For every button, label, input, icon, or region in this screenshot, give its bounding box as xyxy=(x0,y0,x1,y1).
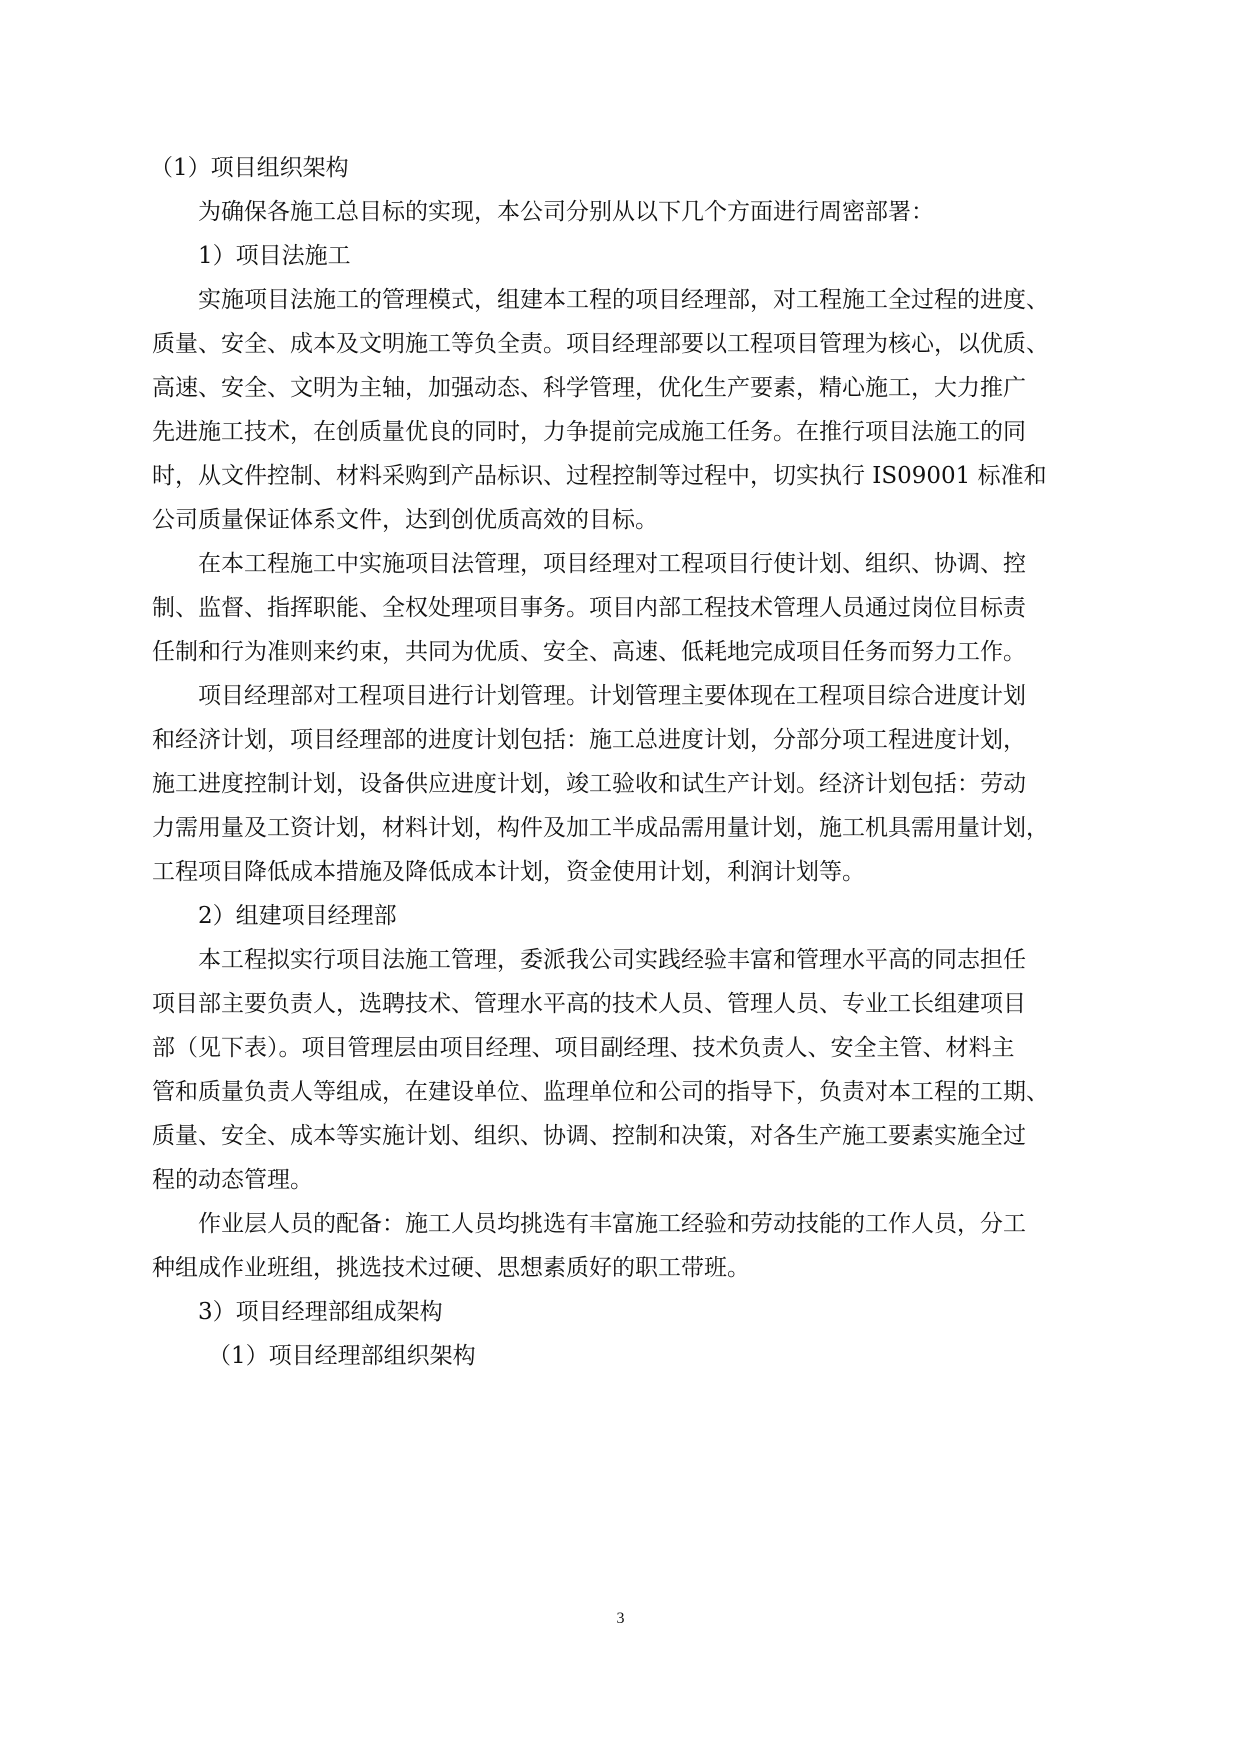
paragraph-line: 质量、安全、成本等实施计划、组织、协调、控制和决策，对各生产施工要素实施全过 xyxy=(152,1123,1026,1149)
paragraph-line: 施工进度控制计划，设备供应进度计划，竣工验收和试生产计划。经济计划包括：劳动 xyxy=(152,771,1026,797)
subheading-build-project-department: 2）组建项目经理部 xyxy=(198,903,397,929)
paragraph-line: 程的动态管理。 xyxy=(152,1167,313,1193)
section-heading-project-organization: （1）项目组织架构 xyxy=(150,155,349,181)
paragraph-line: 公司质量保证体系文件，达到创优质高效的目标。 xyxy=(152,507,658,533)
paragraph-line: 力需用量及工资计划，材料计划，构件及加工半成品需用量计划，施工机具需用量计划， xyxy=(152,815,1049,841)
paragraph-line: 种组成作业班组，挑选技术过硬、思想素质好的职工带班。 xyxy=(152,1255,750,1281)
document-body xyxy=(152,146,1097,1378)
paragraph-line: 作业层人员的配备：施工人员均挑选有丰富施工经验和劳动技能的工作人员，分工 xyxy=(198,1211,1026,1237)
paragraph-line: 制、监督、指挥职能、全权处理项目事务。项目内部工程技术管理人员通过岗位目标责 xyxy=(152,595,1026,621)
paragraph-line: 本工程拟实行项目法施工管理，委派我公司实践经验丰富和管理水平高的同志担任 xyxy=(198,947,1026,973)
paragraph-line: 项目部主要负责人，选聘技术、管理水平高的技术人员、管理人员、专业工长组建项目 xyxy=(152,991,1026,1017)
page-number: 3 xyxy=(616,1610,625,1627)
subheading-project-method: 1）项目法施工 xyxy=(198,243,351,269)
paragraph-line: 为确保各施工总目标的实现，本公司分别从以下几个方面进行周密部署： xyxy=(198,199,934,225)
subheading-project-department-structure: 3）项目经理部组成架构 xyxy=(198,1299,443,1325)
paragraph-line: 任制和行为准则来约束，共同为优质、安全、高速、低耗地完成项目任务而努力工作。 xyxy=(152,639,1026,665)
paragraph-line: 高速、安全、文明为主轴，加强动态、科学管理，优化生产要素，精心施工，大力推广 xyxy=(152,375,1026,401)
paragraph-line: 时，从文件控制、材料采购到产品标识、过程控制等过程中，切实执行 IS09001 标准和 xyxy=(152,463,1047,489)
paragraph-line: 工程项目降低成本措施及降低成本计划，资金使用计划，利润计划等。 xyxy=(152,859,865,885)
paragraph-line: 管和质量负责人等组成，在建设单位、监理单位和公司的指导下，负责对本工程的工期、 xyxy=(152,1079,1049,1105)
paragraph-line: 部（见下表）。项目管理层由项目经理、项目副经理、技术负责人、安全主管、材料主 xyxy=(152,1035,1015,1061)
paragraph-line: 先进施工技术，在创质量优良的同时，力争提前完成施工任务。在推行项目法施工的同 xyxy=(152,419,1026,445)
paragraph-line: 质量、安全、成本及文明施工等负全责。项目经理部要以工程项目管理为核心，以优质、 xyxy=(152,331,1049,357)
subheading-project-department-org-chart: （1）项目经理部组织架构 xyxy=(208,1343,476,1369)
paragraph-line: 实施项目法施工的管理模式，组建本工程的项目经理部，对工程施工全过程的进度、 xyxy=(198,287,1049,313)
paragraph-line: 在本工程施工中实施项目法管理，项目经理对工程项目行使计划、组织、协调、控 xyxy=(198,551,1026,577)
paragraph-line: 项目经理部对工程项目进行计划管理。计划管理主要体现在工程项目综合进度计划 xyxy=(198,683,1026,709)
paragraph-line: 和经济计划，项目经理部的进度计划包括：施工总进度计划，分部分项工程进度计划， xyxy=(152,727,1026,753)
